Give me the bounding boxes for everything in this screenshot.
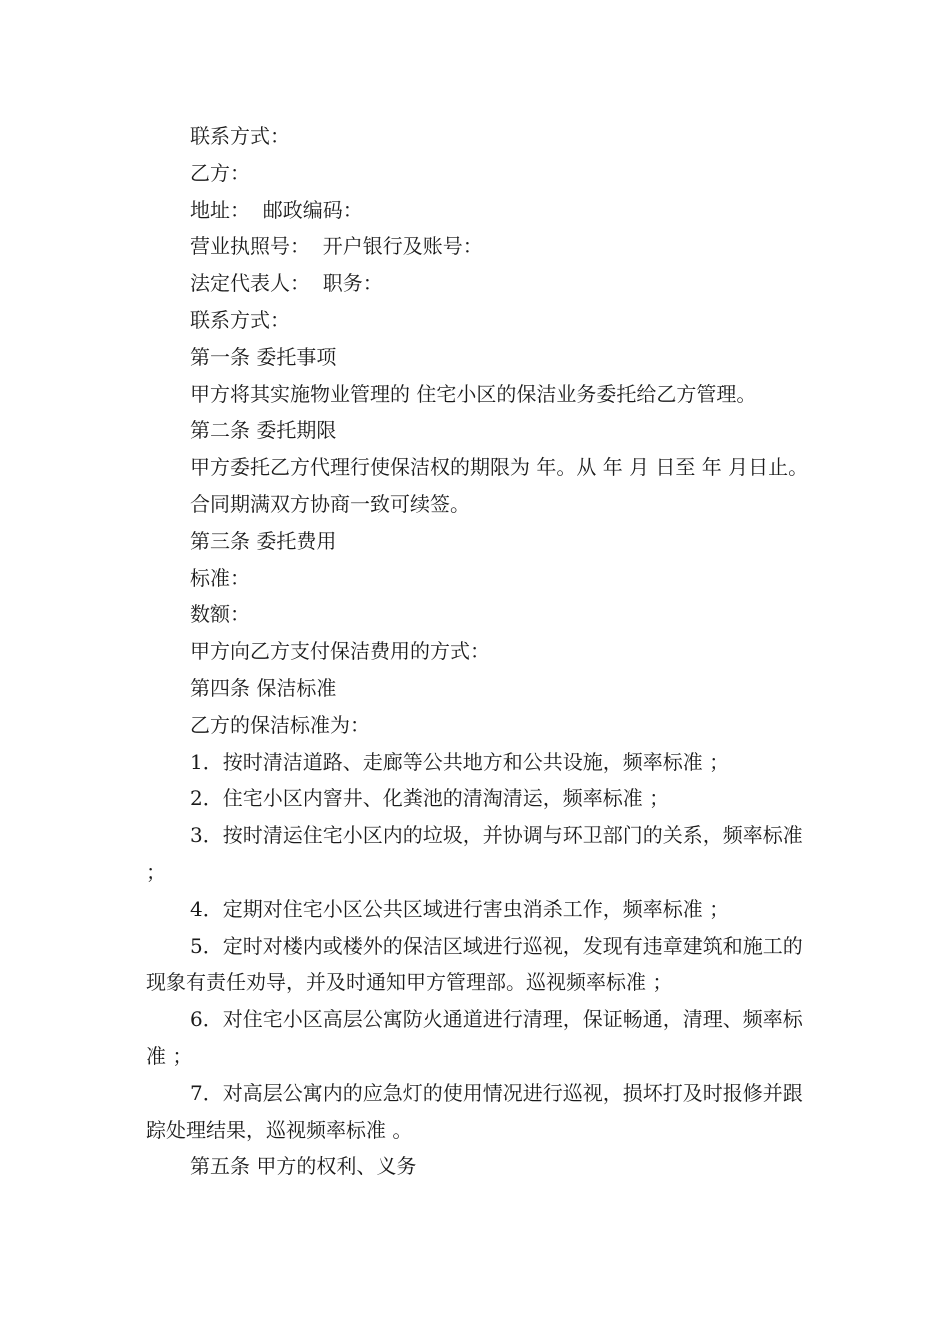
article-2-body: 甲方委托乙方代理行使保洁权的期限为 年。从 年 月 日至 年 月日止。 (190, 455, 809, 480)
article-5-heading: 第五条 甲方的权利、义务 (190, 1154, 417, 1179)
article-2-renewal: 合同期满双方协商一致可续签。 (190, 491, 470, 516)
document-body (146, 118, 810, 1185)
article-4-item-2: 2．住宅小区内窨井、化粪池的清淘清运，频率标准 ； (190, 786, 670, 811)
article-4-intro: 乙方的保洁标准为： (190, 712, 370, 737)
article-4-item-6: 6．对住宅小区高层公寓防火通道进行清理，保证畅通，清理、频率标准 ； (146, 1007, 803, 1068)
paragraph-address: 地址： 邮政编码： (190, 197, 363, 222)
article-3-standard: 标准： (190, 565, 250, 590)
paragraph-party-b: 乙方： (190, 160, 250, 185)
article-4-item-1: 1．按时清洁道路、走廊等公共地方和公共设施，频率标准 ； (190, 749, 730, 774)
article-4-heading: 第四条 保洁标准 (190, 675, 337, 700)
article-3-amount: 数额： (190, 602, 250, 627)
paragraph-contact-a: 联系方式： (190, 124, 290, 148)
article-1-body: 甲方将其实施物业管理的 住宅小区的保洁业务委托给乙方管理。 (190, 381, 757, 406)
paragraph-representative: 法定代表人： 职务： (190, 271, 383, 296)
article-3-payment: 甲方向乙方支付保洁费用的方式： (190, 639, 490, 664)
paragraph-contact-b: 联系方式： (190, 307, 290, 332)
article-1-heading: 第一条 委托事项 (190, 344, 337, 369)
article-4-item-4: 4．定期对住宅小区公共区域进行害虫消杀工作，频率标准 ； (190, 896, 730, 921)
article-3-heading: 第三条 委托费用 (190, 528, 337, 553)
paragraph-license: 营业执照号： 开户银行及账号： (190, 234, 483, 259)
article-4-item-7: 7．对高层公寓内的应急灯的使用情况进行巡视，损坏打及时报修并跟踪处理结果，巡视频率标准 。 (146, 1080, 803, 1142)
article-4-item-3: 3．按时清运住宅小区内的垃圾，并协调与环卫部门的关系，频率标准 ； (146, 823, 810, 884)
article-2-heading: 第二条 委托期限 (190, 418, 337, 443)
article-4-item-5: 5．定时对楼内或楼外的保洁区域进行巡视，发现有违章建筑和施工的现象有责任劝导，并及时通知甲方管理部。巡视频率标准 ； (146, 933, 803, 995)
